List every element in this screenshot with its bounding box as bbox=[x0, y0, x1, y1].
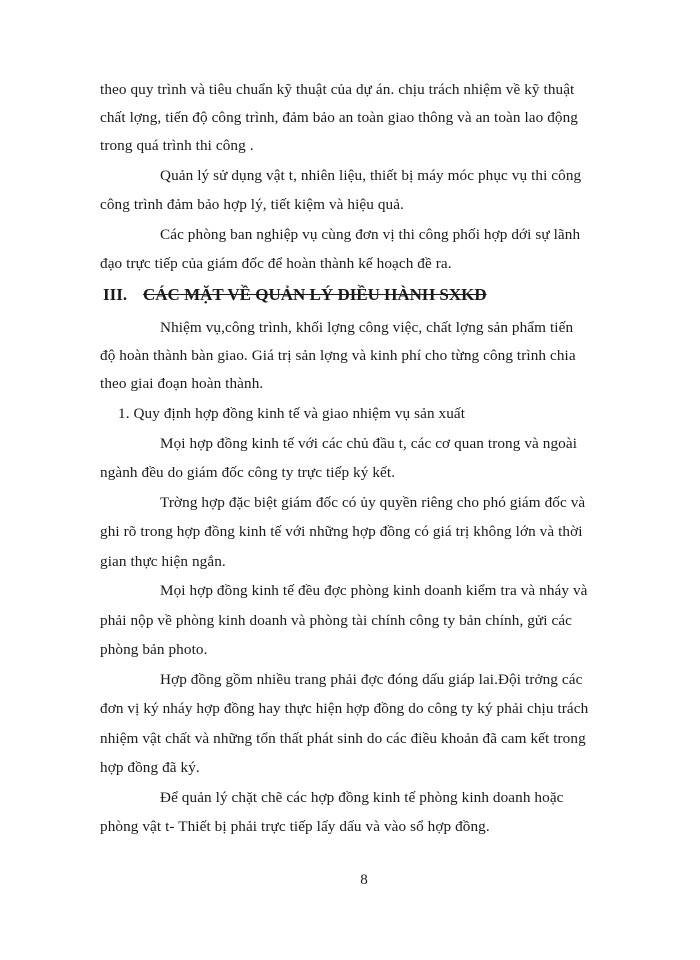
text-line: nhiệm vật chất và những tổn thất phát sinh do các điều khoản đã cam kết trong bbox=[100, 730, 586, 747]
text-line: Các phòng ban nghiệp vụ cùng đơn vị thi công phối hợp dới sự lãnh bbox=[160, 226, 581, 243]
text-line: trong quá trình thi công . bbox=[100, 137, 254, 154]
text-line: độ hoàn thành bàn giao. Giá trị sản lợng và kinh phí cho từng công trình chia bbox=[100, 347, 576, 364]
section-number: III. bbox=[103, 285, 128, 304]
text-line: theo quy trình và tiêu chuẩn kỹ thuật của dự án. chịu trách nhiệm về kỹ thuật bbox=[100, 81, 575, 98]
text-line: gian thực hiện ngắn. bbox=[100, 553, 226, 570]
section-heading bbox=[103, 285, 487, 305]
text-line: Mọi hợp đồng kinh tế đều đợc phòng kinh doanh kiểm tra và nháy và bbox=[160, 582, 588, 599]
text-line: ngành đều do giám đốc công ty trực tiếp ký kết. bbox=[100, 464, 396, 481]
text-line: hợp đồng đã ký. bbox=[100, 759, 200, 776]
list-heading: 1. Quy định hợp đồng kinh tế và giao nhiệm vụ sản xuất bbox=[118, 405, 466, 422]
text-line: Quản lý sử dụng vật t, nhiên liệu, thiết bị máy móc phục vụ thi công bbox=[160, 167, 582, 184]
text-line: Mọi hợp đồng kinh tế với các chủ đầu t, các cơ quan trong và ngoài bbox=[160, 435, 578, 452]
text-line: Nhiệm vụ,công trình, khối lợng công việc, chất lợng sản phẩm tiến bbox=[160, 319, 574, 336]
text-line: đơn vị ký nháy hợp đồng hay thực hiện hợp đồng do công ty ký phải chịu trách bbox=[100, 700, 589, 717]
text-line: Để quản lý chặt chẽ các hợp đồng kinh tế phòng kinh doanh hoặc bbox=[160, 789, 564, 806]
text-line: phải nộp về phòng kinh doanh và phòng tài chính công ty bản chính, gửi các bbox=[100, 612, 572, 629]
text-line: phòng vật t- Thiết bị phải trực tiếp lấy dấu và vào sổ hợp đồng. bbox=[100, 818, 490, 835]
text-line: công trình đảm bảo hợp lý, tiết kiệm và hiệu quả. bbox=[100, 196, 404, 213]
text-line: ghi rõ trong hợp đồng kinh tế với những hợp đồng có giá trị không lớn và thời bbox=[100, 523, 583, 540]
page-number: 8 bbox=[360, 872, 368, 888]
text-line: đạo trực tiếp của giám đốc để hoàn thành kế hoạch đề ra. bbox=[100, 255, 452, 272]
section-title: CÁC MẶT VỀ QUẢN LÝ ĐIỀU HÀNH SXKD bbox=[143, 285, 487, 304]
text-line: theo giai đoạn hoàn thành. bbox=[100, 375, 264, 392]
text-line: Trờng hợp đặc biệt giám đốc có ủy quyền riêng cho phó giám đốc và bbox=[160, 494, 586, 511]
text-line: Hợp đồng gồm nhiều trang phải đợc đóng dấu giáp lai.Đội trởng các bbox=[160, 671, 583, 688]
text-line: chất lợng, tiến độ công trình, đảm bảo an toàn giao thông và an toàn lao động bbox=[100, 109, 578, 126]
text-line: phòng bản photo. bbox=[100, 641, 208, 658]
